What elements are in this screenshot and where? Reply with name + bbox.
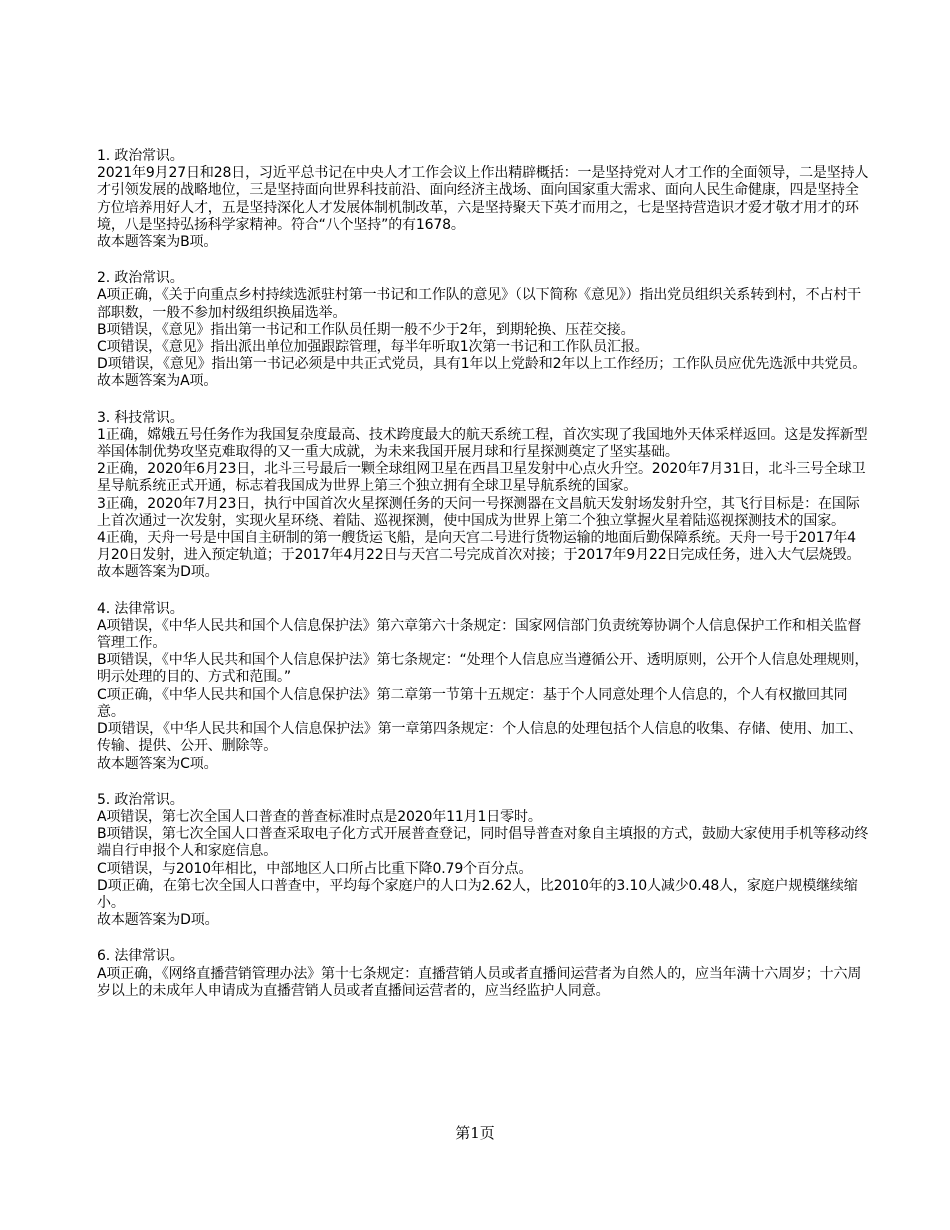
section-heading: 1. 政治常识。 [97,148,184,164]
answer-section-1 [97,148,869,251]
paragraph: 2021年9月27日和28日，习近平总书记在中央人才工作会议上作出精辟概括：一是坚持党对人才工作的全面领导，二是坚持人才引领发展的战略地位，三是坚持面向世界科技前沿、面向经济主战场、面向国家重大需求、面向人民生命健康，四是坚持全方位培养用好人才，五是坚持深化人才发展体制机制改革，六是坚持聚天下英才而用之，七是坚持营造识才爱才敬才用才的环境，八是坚持弘扬科学家精神。符合“八个坚持”的有1678。 [97,165,869,233]
paragraph: D项错误，《意见》指出第一书记必须是中共正式党员，具有1年以上党龄和2年以上工作经历；工作队员应优先选派中共党员。 [97,356,867,373]
answer-section-5 [97,792,869,930]
answer-line: 故本题答案为D项。 [97,912,219,929]
document-body [97,148,869,1019]
answer-section-3 [97,410,869,582]
section-heading: 3. 科技常识。 [97,409,184,426]
section-heading: 6. 法律常识。 [97,948,184,965]
paragraph: A项错误，第七次全国人口普查的普查标准时点是2020年11月1日零时。 [97,808,542,825]
answer-line: 故本题答案为D项。 [97,564,219,581]
section-heading: 4. 法律常识。 [97,600,184,617]
answer-line: 故本题答案为B项。 [97,234,218,251]
paragraph: C项错误，与2010年相比，中部地区人口所占比重下降0.79个百分点。 [97,860,533,877]
paragraph: B项错误，《中华人民共和国个人信息保护法》第七条规定：“处理个人信息应当遵循公开、透明原则，公开个人信息处理规则，明示处理的目的、方式和范围。” [97,652,869,686]
paragraph: A项错误，《中华人民共和国个人信息保护法》第六章第六十条规定：国家网信部门负责统筹协调个人信息保护工作和相关监督管理工作。 [97,617,862,652]
paragraph: C项错误，《意见》指出派出单位加强跟踪管理，每半年听取1次第一书记和工作队员汇报。 [97,339,649,356]
paragraph: C项正确，《中华人民共和国个人信息保护法》第二章第一节第十五规定：基于个人同意处理个人信息的，个人有权撤回其同意。 [97,686,848,720]
paragraph: 4正确，天舟一号是中国自主研制的第一艘货运飞船，是向天宫二号进行货物运输的地面后勤保障系统。天舟一号于2017年4月20日发射，进入预定轨道；于2017年4月22日与天宫二号完成首次对接；于2017年9月22日完成任务，进入大气层烧毁。 [97,530,861,564]
answer-line: 故本题答案为C项。 [97,755,218,772]
paragraph: 2正确，2020年6月23日，北斗三号最后一颗全球组网卫星在西昌卫星发射中心点火升空。2020年7月31日，北斗三号全球卫星导航系统正式开通，标志着我国成为世界上第三个独立拥有全球卫星导航系统的国家。 [97,461,866,495]
paragraph: 1正确，嫦娥五号任务作为我国复杂度最高、技术跨度最大的航天系统工程，首次实现了我国地外天体采样返回。这是发挥新型举国体制优势攻坚克难取得的又一重大成就，为未来我国开展月球和行星探测奠定了坚实基础。 [97,426,868,461]
paragraph: A项正确，《关于向重点乡村持续选派驻村第一书记和工作队的意见》（以下简称《意见》）指出党员组织关系转到村，不占村干部职数，一般不参加村级组织换届选举。 [97,287,862,321]
paragraph: D项正确，在第七次全国人口普查中，平均每个家庭户的人口为2.62人，比2010年的3.10人减少0.48人，家庭户规模继续缩小。 [97,877,858,911]
answer-line: 故本题答案为A项。 [97,373,218,390]
paragraph: B项错误，《意见》指出第一书记和工作队员任期一般不少于2年，到期轮换、压茬交接。 [97,321,635,338]
paragraph: A项正确，《网络直播营销管理办法》第十七条规定：直播营销人员或者直播间运营者为自然人的，应当年满十六周岁；十六周岁以上的未成年人申请成为直播营销人员或者直播间运营者的，应当经监护人同意。 [97,965,862,999]
answer-section-6 [97,948,869,1000]
answer-section-4 [97,601,869,773]
paragraph: 3正确，2020年7月23日，执行中国首次火星探测任务的天问一号探测器在文昌航天发射场发射升空，其飞行目标是：在国际上首次通过一次发射，实现火星环绕、着陆、巡视探测，使中国成为世界上第二个独立掌握火星着陆巡视探测技术的国家。 [97,495,860,529]
section-heading: 2. 政治常识。 [97,270,184,287]
paragraph: B项错误，第七次全国人口普查采取电子化方式开展普查登记，同时倡导普查对象自主填报的方式，鼓励大家使用手机等移动终端自行申报个人和家庭信息。 [97,826,869,860]
section-heading: 5. 政治常识。 [97,791,184,808]
page-number: 第1页 [455,1124,495,1142]
paragraph: D项错误，《中华人民共和国个人信息保护法》第一章第四条规定：个人信息的处理包括个人信息的收集、存储、使用、加工、传输、提供、公开、删除等。 [97,721,863,755]
answer-section-2 [97,270,869,390]
